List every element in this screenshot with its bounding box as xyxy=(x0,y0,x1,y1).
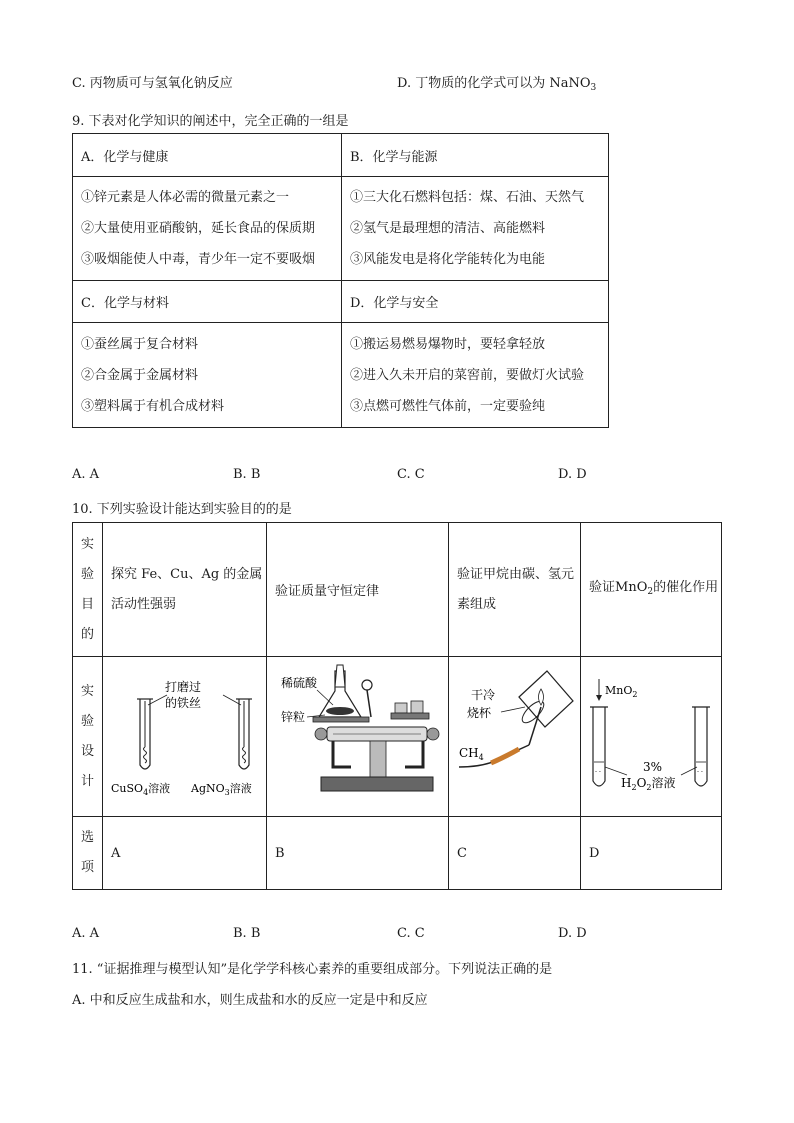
weight-2 xyxy=(411,701,423,713)
q9-b-items: ①三大化石燃料包括：煤、石油、天然气 ②氢气是最理想的清洁、高能燃料 ③风能发电是将化学能转化为电能 xyxy=(342,177,609,281)
label-polished-wire-2: 的铁丝 xyxy=(165,696,202,710)
catalyst-figure xyxy=(581,657,721,812)
label-dry-cold-2: 烧杯 xyxy=(467,706,492,720)
right-iron-coil xyxy=(243,747,246,763)
right-pan xyxy=(391,713,429,719)
q10-design-c xyxy=(449,657,581,817)
q9-answer-b: B. B xyxy=(233,467,261,482)
q10-option-b: B xyxy=(267,817,449,890)
small-tube xyxy=(335,665,345,687)
q11-option-a: A. 中和反应生成盐和水，则生成盐和水的反应一定是中和反应 xyxy=(72,993,428,1008)
q9-c-items: ①蚕丝属于复合材料 ②合金属于金属材料 ③塑料属于有机合成材料 xyxy=(73,323,342,428)
label-agno3: AgNO$_3$溶液 xyxy=(191,782,252,797)
q9-d-items: ①搬运易燃易爆物时，要轻拿轻放 ②进入久未开启的菜窖前，要做灯火试验 ③点燃可燃性气体前，一定要验纯 xyxy=(342,323,609,428)
left-iron-coil xyxy=(144,747,147,763)
q10-design-b xyxy=(267,657,449,817)
q11-stem: 11. “证据推理与模型认知”是化学学科核心素养的重要组成部分。下列说法正确的是 xyxy=(72,962,553,977)
label-mno2: MnO$_2$ xyxy=(605,684,638,699)
q10-design-a xyxy=(103,657,267,817)
methane-combustion-figure xyxy=(449,657,580,812)
weight-1 xyxy=(395,703,407,713)
label-dry-cold-1: 干冷 xyxy=(471,688,496,702)
q9-b-head: B．化学与能源 xyxy=(342,134,609,177)
glass-tube xyxy=(529,707,541,745)
q10-answer-b: B. B xyxy=(233,926,261,941)
q9-a-head: A．化学与健康 xyxy=(73,134,342,177)
q10-stem: 10. 下列实验设计能达到实验目的的是 xyxy=(72,502,292,517)
balance-base xyxy=(321,777,433,791)
left-pan xyxy=(313,717,369,722)
q9-stem: 9. 下表对化学知识的阐述中，完全正确的一组是 xyxy=(72,114,349,129)
svg-text:- -: - - xyxy=(595,768,601,775)
q10-purpose-b: 验证质量守恒定律 xyxy=(267,523,449,657)
q10-design-d xyxy=(581,657,722,817)
balance-column xyxy=(370,741,386,777)
inverted-beaker xyxy=(519,671,573,727)
balance-figure xyxy=(267,657,447,812)
q10-option-c: C xyxy=(449,817,581,890)
q9-answer-a: A. A xyxy=(72,467,100,482)
q9-answer-d: D. D xyxy=(558,467,587,482)
q10-row-label-option: 选 项 xyxy=(73,817,103,890)
test-tubes-figure xyxy=(103,657,266,812)
q9-answer-c: C. C xyxy=(397,467,425,482)
q8-option-c: C. 丙物质可与氢氧化钠反应 xyxy=(72,76,233,91)
q10-answer-a: A. A xyxy=(72,926,100,941)
q10-table xyxy=(72,522,722,890)
zinc-granules xyxy=(326,707,354,715)
label-dilute-sulfuric-acid: 稀硫酸 xyxy=(281,676,318,690)
q10-option-a: A xyxy=(103,817,267,890)
q10-answer-c: C. C xyxy=(397,926,425,941)
q8-option-d: D. 丁物质的化学式可以为 NaNO$_3$ xyxy=(397,76,597,93)
svg-text:- -: - - xyxy=(697,768,703,775)
q10-row-label-purpose: 实 验 目 的 xyxy=(73,523,103,657)
q9-table xyxy=(72,133,609,428)
q9-c-head: C．化学与材料 xyxy=(73,281,342,323)
q9-a-items: ①锌元素是人体必需的微量元素之一 ②大量使用亚硝酸钠，延长食品的保质期 ③吸烟能使人中毒，青少年一定不要吸烟 xyxy=(73,177,342,281)
q10-row-label-design: 实 验 设 计 xyxy=(73,657,103,817)
q10-purpose-a: 探究 Fe、Cu、Ag 的金属活动性强弱 xyxy=(103,523,267,657)
q10-answer-d: D. D xyxy=(558,926,587,941)
rubber-tube xyxy=(491,749,519,763)
label-polished-wire-1: 打磨过 xyxy=(165,680,202,694)
q10-purpose-c: 验证甲烷由碳、氢元素组成 xyxy=(449,523,581,657)
label-ch4: $CH_4$ xyxy=(459,746,484,762)
q10-purpose-d: 验证MnO$_2$的催化作用 xyxy=(581,523,722,657)
label-h2o2: $H_2O_2$溶液 xyxy=(621,776,676,792)
label-zinc-granules: 锌粒 xyxy=(281,710,306,724)
label-concentration: 3% xyxy=(643,760,663,774)
q10-option-d: D xyxy=(581,817,722,890)
label-cuso4: CuSO$_4$溶液 xyxy=(111,782,171,797)
q9-d-head: D．化学与安全 xyxy=(342,281,609,323)
